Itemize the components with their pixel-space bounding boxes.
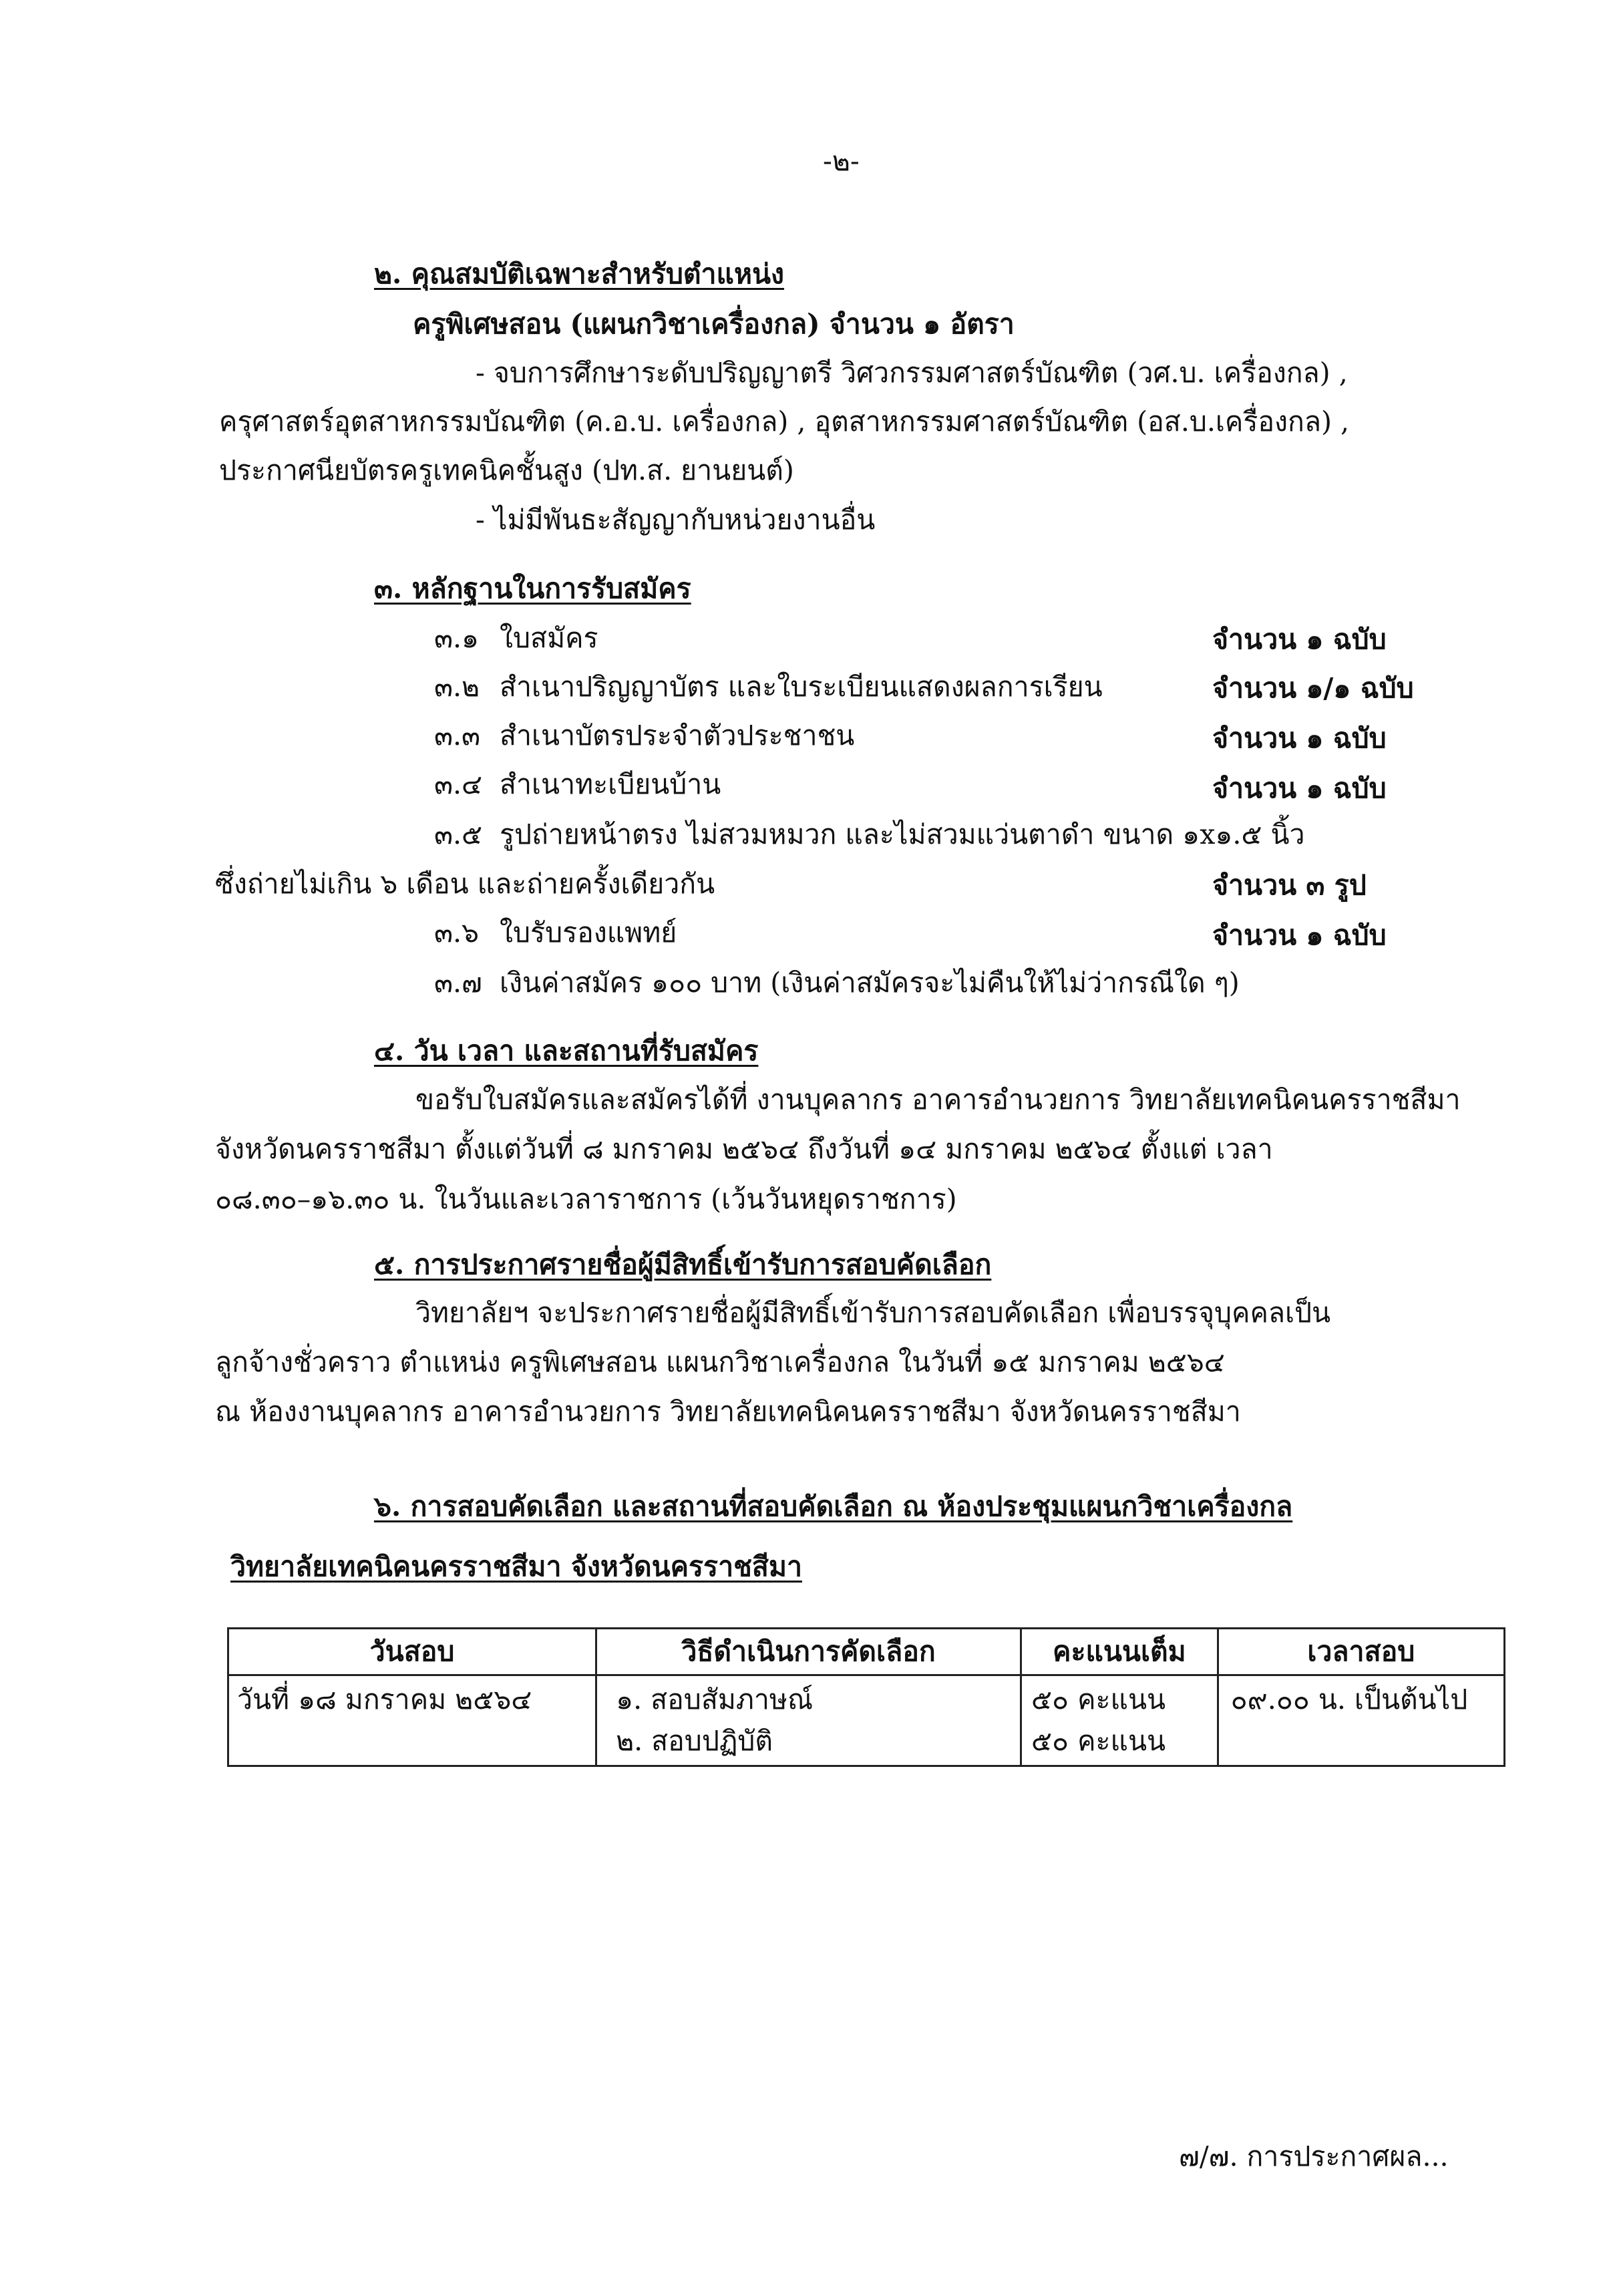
page-number: -๒- — [823, 145, 860, 177]
section4-heading — [374, 1034, 758, 1068]
section3-heading-text: ๓. หลักฐานในการรับสมัคร — [374, 572, 691, 605]
table-row — [228, 1675, 1505, 1766]
section4-heading-text: ๔. วัน เวลา และสถานที่รับสมัคร — [374, 1035, 759, 1067]
doc-item-text: สำเนาทะเบียนบ้าน — [500, 768, 721, 800]
header-exam-time: เวลาสอบ — [1218, 1629, 1504, 1675]
method-practical: ๒. สอบปฏิบัติ — [616, 1724, 773, 1757]
section4-line2: จังหวัดนครราชสีมา ตั้งแต่วันที่ ๘ มกราคม ๒๕๖๔ ถึงวันที่ ๑๔ มกราคม ๒๕๖๔ ตั้งแต่ เวลา — [215, 1133, 1273, 1165]
cell-exam-date: วันที่ ๑๘ มกราคม ๒๕๖๔ — [228, 1675, 596, 1766]
doc-item-text: สำเนาปริญญาบัตร และใบระเบียนแสดงผลการเรียน — [500, 671, 1103, 703]
doc-item-no: ๓.๗ — [434, 967, 482, 999]
doc-item-text: เงินค่าสมัคร ๑๐๐ บาท (เงินค่าสมัครจะไม่คืนให้ไม่ว่ากรณีใด ๆ) — [500, 967, 1240, 999]
section4-line1: ขอรับใบสมัครและสมัครได้ที่ งานบุคลากร อาคารอำนวยการ วิทยาลัยเทคนิคนครราชสีมา — [415, 1084, 1461, 1116]
table-header-row — [228, 1629, 1505, 1675]
section2-line2: ครุศาสตร์อุตสาหกรรมบัณฑิต (ค.อ.บ. เครื่องกล) , อุตสาหกรรมศาสตร์บัณฑิต (อส.บ.เครื่องกล) , — [219, 405, 1350, 438]
doc-item-no: ๓.๒ — [434, 671, 480, 703]
cell-score — [1021, 1675, 1218, 1766]
section2-line3: ประกาศนียบัตรครูเทคนิคชั้นสูง (ปท.ส. ยานยนต์) — [219, 454, 794, 486]
header-exam-date: วันสอบ — [228, 1629, 596, 1675]
doc-item-qty: จำนวน ๑ ฉบับ — [1212, 722, 1387, 754]
section2-heading — [374, 257, 784, 291]
method-interview: ๑. สอบสัมภาษณ์ — [616, 1683, 813, 1716]
doc-item-text: สำเนาบัตรประจำตัวประชาชน — [500, 719, 855, 752]
section2-position: ครูพิเศษสอน (แผนกวิชาเครื่องกล) จำนวน ๑ อัตรา — [413, 308, 1015, 340]
doc-item-no: ๓.๕ — [434, 818, 483, 850]
section4-line3: ๐๘.๓๐–๑๖.๓๐ น. ในวันและเวลาราชการ (เว้นวันหยุดราชการ) — [215, 1183, 957, 1215]
section3-heading — [374, 572, 691, 606]
section5-line1: วิทยาลัยฯ จะประกาศรายชื่อผู้มีสิทธิ์เข้ารับการสอบคัดเลือก เพื่อบรรจุบุคคลเป็น — [415, 1297, 1331, 1329]
section6-heading — [374, 1490, 1292, 1524]
doc-item-qty: จำนวน ๑/๑ ฉบับ — [1212, 672, 1414, 704]
exam-schedule-table — [227, 1627, 1505, 1767]
cell-exam-time: ๐๙.๐๐ น. เป็นต้นไป — [1218, 1675, 1504, 1766]
section6-heading-text: ๖. การสอบคัดเลือก และสถานที่สอบคัดเลือก ณ ห้องประชุมแผนกวิชาเครื่องกล — [374, 1490, 1293, 1522]
section2-line4: - ไม่มีพันธะสัญญากับหน่วยงานอื่น — [476, 504, 876, 536]
cell-method — [596, 1675, 1021, 1766]
section2-heading-text: ๒. คุณสมบัติเฉพาะสำหรับตำแหน่ง — [374, 258, 785, 290]
doc-item-qty: จำนวน ๓ รูป — [1212, 869, 1367, 901]
doc-item-cont: ซึ่งถ่ายไม่เกิน ๖ เดือน และถ่ายครั้งเดียวกัน — [215, 868, 715, 900]
section6-subheading — [230, 1550, 802, 1584]
section5-line2: ลูกจ้างชั่วคราว ตำแหน่ง ครูพิเศษสอน แผนกวิชาเครื่องกล ในวันที่ ๑๕ มกราคม ๒๕๖๔ — [215, 1346, 1225, 1378]
section5-heading — [374, 1248, 991, 1282]
doc-item-qty: จำนวน ๑ ฉบับ — [1212, 623, 1387, 655]
continuation-note: ๗/๗. การประกาศผล... — [1179, 2140, 1449, 2172]
doc-item-qty: จำนวน ๑ ฉบับ — [1212, 919, 1387, 951]
doc-item-no: ๓.๓ — [434, 719, 481, 752]
doc-item-text: ใบสมัคร — [500, 622, 598, 654]
doc-item-qty: จำนวน ๑ ฉบับ — [1212, 772, 1387, 804]
section5-heading-text: ๕. การประกาศรายชื่อผู้มีสิทธิ์เข้ารับการสอบคัดเลือก — [374, 1249, 992, 1281]
doc-item-no: ๓.๑ — [434, 622, 480, 654]
section5-line3: ณ ห้องงานบุคลากร อาคารอำนวยการ วิทยาลัยเทคนิคนครราชสีมา จังหวัดนครราชสีมา — [215, 1396, 1241, 1428]
score-interview: ๕๐ คะแนน — [1031, 1683, 1166, 1716]
doc-item-no: ๓.๖ — [434, 917, 480, 949]
section2-line1: - จบการศึกษาระดับปริญญาตรี วิศวกรรมศาสตร์บัณฑิต (วศ.บ. เครื่องกล) , — [476, 357, 1348, 389]
section6-subheading-text: วิทยาลัยเทคนิคนครราชสีมา จังหวัดนครราชสีมา — [230, 1550, 802, 1583]
doc-item-text: รูปถ่ายหน้าตรง ไม่สวมหมวก และไม่สวมแว่นตาดำ ขนาด ๑x๑.๕ นิ้ว — [500, 818, 1305, 850]
score-practical: ๕๐ คะแนน — [1031, 1724, 1166, 1757]
doc-item-text: ใบรับรองแพทย์ — [500, 917, 677, 949]
header-method: วิธีดำเนินการคัดเลือก — [596, 1629, 1021, 1675]
doc-item-no: ๓.๔ — [434, 768, 483, 800]
header-full-score: คะแนนเต็ม — [1021, 1629, 1218, 1675]
